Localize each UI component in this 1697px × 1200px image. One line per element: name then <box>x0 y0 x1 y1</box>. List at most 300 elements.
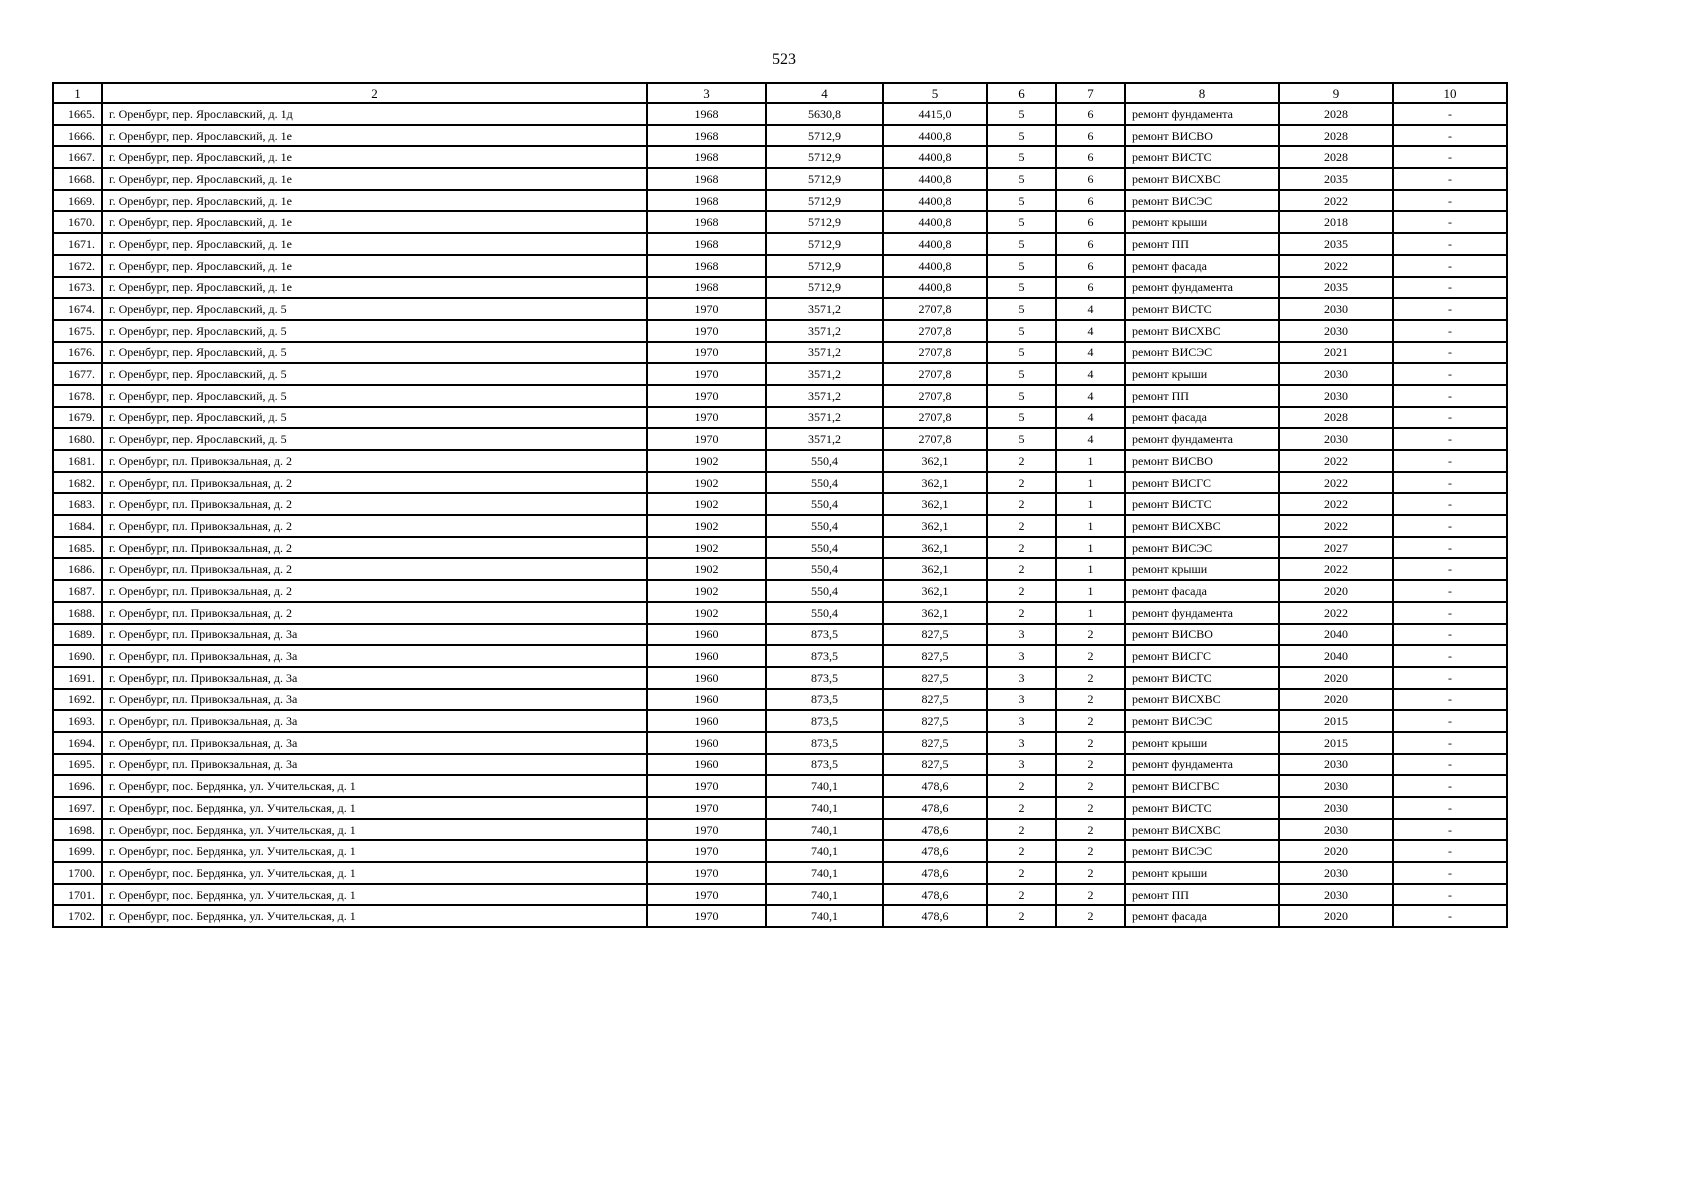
table-row <box>53 103 1507 125</box>
cell-note: - <box>1393 428 1507 450</box>
cell-total-area: 5712,9 <box>766 146 883 168</box>
cell-year-built: 1960 <box>647 732 766 754</box>
cell-year-built: 1960 <box>647 710 766 732</box>
cell-note: - <box>1393 168 1507 190</box>
cell-address: г. Оренбург, пер. Ярославский, д. 5 <box>102 363 647 385</box>
cell-total-area: 3571,2 <box>766 407 883 429</box>
cell-note: - <box>1393 797 1507 819</box>
cell-planned-year: 2022 <box>1279 190 1393 212</box>
column-header-7: 7 <box>1056 83 1125 103</box>
column-header-9: 9 <box>1279 83 1393 103</box>
cell-work-type: ремонт ВИСЭС <box>1125 342 1279 364</box>
cell-living-area: 827,5 <box>883 624 987 646</box>
cell-planned-year: 2020 <box>1279 667 1393 689</box>
cell-planned-year: 2022 <box>1279 255 1393 277</box>
cell-work-type: ремонт ПП <box>1125 884 1279 906</box>
table-row <box>53 624 1507 646</box>
cell-row-number: 1670. <box>53 211 102 233</box>
table-row <box>53 493 1507 515</box>
table-row <box>53 211 1507 233</box>
cell-total-area: 3571,2 <box>766 428 883 450</box>
cell-entrances: 6 <box>1056 168 1125 190</box>
cell-row-number: 1698. <box>53 819 102 841</box>
cell-total-area: 5630,8 <box>766 103 883 125</box>
cell-entrances: 1 <box>1056 602 1125 624</box>
cell-work-type: ремонт ВИСХВС <box>1125 515 1279 537</box>
cell-address: г. Оренбург, пер. Ярославский, д. 1е <box>102 255 647 277</box>
cell-floors: 5 <box>987 277 1056 299</box>
cell-living-area: 2707,8 <box>883 428 987 450</box>
cell-planned-year: 2022 <box>1279 493 1393 515</box>
table-row <box>53 168 1507 190</box>
cell-entrances: 4 <box>1056 298 1125 320</box>
cell-living-area: 478,6 <box>883 905 987 927</box>
cell-work-type: ремонт ПП <box>1125 233 1279 255</box>
table-row <box>53 428 1507 450</box>
cell-planned-year: 2028 <box>1279 125 1393 147</box>
cell-entrances: 4 <box>1056 320 1125 342</box>
cell-year-built: 1902 <box>647 558 766 580</box>
cell-row-number: 1699. <box>53 840 102 862</box>
cell-planned-year: 2030 <box>1279 428 1393 450</box>
cell-floors: 3 <box>987 667 1056 689</box>
cell-row-number: 1685. <box>53 537 102 559</box>
cell-address: г. Оренбург, пл. Привокзальная, д. 3а <box>102 689 647 711</box>
cell-planned-year: 2020 <box>1279 905 1393 927</box>
cell-total-area: 873,5 <box>766 645 883 667</box>
table-row <box>53 146 1507 168</box>
cell-note: - <box>1393 689 1507 711</box>
cell-year-built: 1970 <box>647 905 766 927</box>
cell-row-number: 1694. <box>53 732 102 754</box>
cell-floors: 5 <box>987 363 1056 385</box>
cell-living-area: 4400,8 <box>883 146 987 168</box>
cell-row-number: 1701. <box>53 884 102 906</box>
cell-note: - <box>1393 255 1507 277</box>
cell-row-number: 1688. <box>53 602 102 624</box>
cell-year-built: 1960 <box>647 754 766 776</box>
cell-living-area: 362,1 <box>883 450 987 472</box>
cell-work-type: ремонт фасада <box>1125 407 1279 429</box>
cell-year-built: 1902 <box>647 580 766 602</box>
cell-total-area: 5712,9 <box>766 255 883 277</box>
cell-year-built: 1970 <box>647 428 766 450</box>
cell-entrances: 1 <box>1056 450 1125 472</box>
cell-floors: 2 <box>987 819 1056 841</box>
cell-work-type: ремонт крыши <box>1125 363 1279 385</box>
cell-floors: 2 <box>987 537 1056 559</box>
cell-year-built: 1902 <box>647 537 766 559</box>
cell-total-area: 740,1 <box>766 884 883 906</box>
cell-work-type: ремонт ВИСТС <box>1125 298 1279 320</box>
cell-year-built: 1960 <box>647 645 766 667</box>
cell-planned-year: 2022 <box>1279 450 1393 472</box>
cell-year-built: 1968 <box>647 233 766 255</box>
table-row <box>53 363 1507 385</box>
cell-address: г. Оренбург, пос. Бердянка, ул. Учительская, д. 1 <box>102 797 647 819</box>
cell-address: г. Оренбург, пер. Ярославский, д. 5 <box>102 298 647 320</box>
cell-year-built: 1960 <box>647 667 766 689</box>
cell-planned-year: 2040 <box>1279 645 1393 667</box>
cell-planned-year: 2027 <box>1279 537 1393 559</box>
cell-note: - <box>1393 342 1507 364</box>
cell-entrances: 2 <box>1056 905 1125 927</box>
cell-work-type: ремонт ВИСТС <box>1125 493 1279 515</box>
cell-living-area: 2707,8 <box>883 363 987 385</box>
cell-address: г. Оренбург, пос. Бердянка, ул. Учительская, д. 1 <box>102 884 647 906</box>
cell-living-area: 2707,8 <box>883 407 987 429</box>
cell-floors: 3 <box>987 754 1056 776</box>
cell-entrances: 4 <box>1056 407 1125 429</box>
cell-address: г. Оренбург, пос. Бердянка, ул. Учительская, д. 1 <box>102 905 647 927</box>
cell-entrances: 2 <box>1056 732 1125 754</box>
cell-year-built: 1970 <box>647 819 766 841</box>
cell-entrances: 6 <box>1056 190 1125 212</box>
cell-work-type: ремонт крыши <box>1125 558 1279 580</box>
cell-note: - <box>1393 190 1507 212</box>
cell-entrances: 2 <box>1056 754 1125 776</box>
cell-year-built: 1968 <box>647 255 766 277</box>
cell-entrances: 6 <box>1056 255 1125 277</box>
cell-planned-year: 2030 <box>1279 320 1393 342</box>
cell-living-area: 4415,0 <box>883 103 987 125</box>
cell-living-area: 827,5 <box>883 645 987 667</box>
cell-total-area: 5712,9 <box>766 168 883 190</box>
cell-note: - <box>1393 905 1507 927</box>
cell-note: - <box>1393 472 1507 494</box>
cell-planned-year: 2030 <box>1279 862 1393 884</box>
cell-living-area: 362,1 <box>883 558 987 580</box>
table-row <box>53 645 1507 667</box>
cell-floors: 5 <box>987 385 1056 407</box>
cell-floors: 5 <box>987 255 1056 277</box>
cell-floors: 3 <box>987 645 1056 667</box>
cell-living-area: 4400,8 <box>883 168 987 190</box>
cell-floors: 3 <box>987 710 1056 732</box>
cell-floors: 5 <box>987 211 1056 233</box>
cell-planned-year: 2018 <box>1279 211 1393 233</box>
column-header-2: 2 <box>102 83 647 103</box>
cell-planned-year: 2035 <box>1279 277 1393 299</box>
cell-total-area: 550,4 <box>766 493 883 515</box>
column-header-4: 4 <box>766 83 883 103</box>
cell-row-number: 1692. <box>53 689 102 711</box>
cell-floors: 2 <box>987 602 1056 624</box>
cell-year-built: 1970 <box>647 363 766 385</box>
cell-address: г. Оренбург, пл. Привокзальная, д. 2 <box>102 537 647 559</box>
cell-planned-year: 2022 <box>1279 558 1393 580</box>
cell-living-area: 827,5 <box>883 667 987 689</box>
cell-work-type: ремонт фундамента <box>1125 602 1279 624</box>
table-row <box>53 320 1507 342</box>
cell-planned-year: 2030 <box>1279 754 1393 776</box>
cell-address: г. Оренбург, пер. Ярославский, д. 1е <box>102 277 647 299</box>
cell-address: г. Оренбург, пос. Бердянка, ул. Учительская, д. 1 <box>102 819 647 841</box>
cell-floors: 5 <box>987 298 1056 320</box>
cell-total-area: 5712,9 <box>766 190 883 212</box>
cell-note: - <box>1393 840 1507 862</box>
cell-living-area: 2707,8 <box>883 385 987 407</box>
cell-planned-year: 2040 <box>1279 624 1393 646</box>
cell-address: г. Оренбург, пер. Ярославский, д. 1е <box>102 211 647 233</box>
cell-row-number: 1677. <box>53 363 102 385</box>
cell-year-built: 1970 <box>647 862 766 884</box>
cell-address: г. Оренбург, пл. Привокзальная, д. 2 <box>102 515 647 537</box>
cell-row-number: 1684. <box>53 515 102 537</box>
cell-entrances: 4 <box>1056 385 1125 407</box>
cell-address: г. Оренбург, пл. Привокзальная, д. 2 <box>102 450 647 472</box>
table-row <box>53 754 1507 776</box>
table-row <box>53 472 1507 494</box>
cell-total-area: 740,1 <box>766 862 883 884</box>
cell-year-built: 1970 <box>647 840 766 862</box>
cell-floors: 5 <box>987 125 1056 147</box>
cell-floors: 2 <box>987 493 1056 515</box>
cell-address: г. Оренбург, пос. Бердянка, ул. Учительская, д. 1 <box>102 840 647 862</box>
table-row <box>53 190 1507 212</box>
cell-planned-year: 2020 <box>1279 580 1393 602</box>
cell-floors: 5 <box>987 342 1056 364</box>
cell-row-number: 1675. <box>53 320 102 342</box>
cell-row-number: 1702. <box>53 905 102 927</box>
cell-total-area: 5712,9 <box>766 211 883 233</box>
cell-living-area: 4400,8 <box>883 125 987 147</box>
cell-work-type: ремонт ВИСЭС <box>1125 710 1279 732</box>
cell-row-number: 1673. <box>53 277 102 299</box>
table-row <box>53 602 1507 624</box>
cell-note: - <box>1393 277 1507 299</box>
cell-planned-year: 2030 <box>1279 819 1393 841</box>
cell-floors: 5 <box>987 103 1056 125</box>
cell-row-number: 1682. <box>53 472 102 494</box>
cell-row-number: 1666. <box>53 125 102 147</box>
cell-total-area: 550,4 <box>766 450 883 472</box>
cell-floors: 5 <box>987 146 1056 168</box>
cell-floors: 5 <box>987 428 1056 450</box>
cell-row-number: 1665. <box>53 103 102 125</box>
cell-total-area: 873,5 <box>766 710 883 732</box>
cell-note: - <box>1393 667 1507 689</box>
column-header-3: 3 <box>647 83 766 103</box>
cell-entrances: 2 <box>1056 840 1125 862</box>
cell-address: г. Оренбург, пл. Привокзальная, д. 2 <box>102 602 647 624</box>
cell-address: г. Оренбург, пл. Привокзальная, д. 2 <box>102 580 647 602</box>
cell-floors: 5 <box>987 233 1056 255</box>
cell-total-area: 740,1 <box>766 775 883 797</box>
cell-note: - <box>1393 125 1507 147</box>
cell-work-type: ремонт фасада <box>1125 905 1279 927</box>
cell-address: г. Оренбург, пер. Ярославский, д. 5 <box>102 342 647 364</box>
cell-note: - <box>1393 233 1507 255</box>
cell-entrances: 1 <box>1056 515 1125 537</box>
cell-planned-year: 2015 <box>1279 732 1393 754</box>
cell-note: - <box>1393 645 1507 667</box>
cell-row-number: 1683. <box>53 493 102 515</box>
cell-total-area: 873,5 <box>766 754 883 776</box>
cell-entrances: 2 <box>1056 884 1125 906</box>
cell-work-type: ремонт крыши <box>1125 211 1279 233</box>
cell-note: - <box>1393 515 1507 537</box>
cell-total-area: 5712,9 <box>766 125 883 147</box>
cell-year-built: 1902 <box>647 472 766 494</box>
cell-floors: 2 <box>987 862 1056 884</box>
cell-work-type: ремонт фундамента <box>1125 277 1279 299</box>
cell-row-number: 1671. <box>53 233 102 255</box>
cell-address: г. Оренбург, пер. Ярославский, д. 1е <box>102 190 647 212</box>
cell-total-area: 3571,2 <box>766 342 883 364</box>
cell-address: г. Оренбург, пл. Привокзальная, д. 3а <box>102 710 647 732</box>
cell-planned-year: 2022 <box>1279 472 1393 494</box>
cell-year-built: 1970 <box>647 385 766 407</box>
cell-address: г. Оренбург, пер. Ярославский, д. 5 <box>102 385 647 407</box>
cell-work-type: ремонт ВИСВО <box>1125 450 1279 472</box>
cell-entrances: 2 <box>1056 689 1125 711</box>
cell-living-area: 362,1 <box>883 472 987 494</box>
cell-address: г. Оренбург, пл. Привокзальная, д. 2 <box>102 472 647 494</box>
table-row <box>53 342 1507 364</box>
cell-entrances: 6 <box>1056 125 1125 147</box>
table-row <box>53 819 1507 841</box>
cell-total-area: 740,1 <box>766 905 883 927</box>
cell-year-built: 1970 <box>647 407 766 429</box>
cell-floors: 2 <box>987 558 1056 580</box>
cell-work-type: ремонт фундамента <box>1125 428 1279 450</box>
cell-total-area: 550,4 <box>766 602 883 624</box>
cell-address: г. Оренбург, пл. Привокзальная, д. 3а <box>102 754 647 776</box>
cell-planned-year: 2028 <box>1279 407 1393 429</box>
cell-living-area: 4400,8 <box>883 233 987 255</box>
cell-address: г. Оренбург, пос. Бердянка, ул. Учительская, д. 1 <box>102 775 647 797</box>
cell-total-area: 873,5 <box>766 624 883 646</box>
table-body <box>53 103 1507 927</box>
cell-work-type: ремонт фундамента <box>1125 103 1279 125</box>
cell-living-area: 2707,8 <box>883 342 987 364</box>
header-row <box>53 83 1507 103</box>
cell-year-built: 1902 <box>647 450 766 472</box>
cell-floors: 3 <box>987 624 1056 646</box>
cell-address: г. Оренбург, пл. Привокзальная, д. 2 <box>102 558 647 580</box>
cell-address: г. Оренбург, пер. Ярославский, д. 5 <box>102 428 647 450</box>
cell-floors: 2 <box>987 905 1056 927</box>
cell-living-area: 4400,8 <box>883 190 987 212</box>
cell-total-area: 3571,2 <box>766 298 883 320</box>
cell-address: г. Оренбург, пер. Ярославский, д. 5 <box>102 407 647 429</box>
table-row <box>53 515 1507 537</box>
column-header-8: 8 <box>1125 83 1279 103</box>
cell-row-number: 1668. <box>53 168 102 190</box>
cell-living-area: 362,1 <box>883 493 987 515</box>
cell-planned-year: 2022 <box>1279 515 1393 537</box>
cell-living-area: 4400,8 <box>883 211 987 233</box>
cell-living-area: 827,5 <box>883 689 987 711</box>
cell-work-type: ремонт ВИСЭС <box>1125 190 1279 212</box>
cell-living-area: 827,5 <box>883 710 987 732</box>
table-row <box>53 298 1507 320</box>
cell-row-number: 1689. <box>53 624 102 646</box>
cell-row-number: 1700. <box>53 862 102 884</box>
cell-address: г. Оренбург, пер. Ярославский, д. 1е <box>102 146 647 168</box>
cell-row-number: 1681. <box>53 450 102 472</box>
cell-total-area: 740,1 <box>766 840 883 862</box>
cell-year-built: 1968 <box>647 125 766 147</box>
cell-year-built: 1968 <box>647 190 766 212</box>
cell-row-number: 1690. <box>53 645 102 667</box>
cell-row-number: 1676. <box>53 342 102 364</box>
cell-year-built: 1970 <box>647 342 766 364</box>
cell-year-built: 1970 <box>647 320 766 342</box>
cell-work-type: ремонт ВИСГС <box>1125 645 1279 667</box>
cell-total-area: 5712,9 <box>766 233 883 255</box>
cell-living-area: 478,6 <box>883 797 987 819</box>
cell-floors: 5 <box>987 320 1056 342</box>
table-row <box>53 905 1507 927</box>
cell-address: г. Оренбург, пл. Привокзальная, д. 3а <box>102 667 647 689</box>
table-row <box>53 689 1507 711</box>
cell-floors: 2 <box>987 884 1056 906</box>
cell-total-area: 550,4 <box>766 558 883 580</box>
cell-total-area: 740,1 <box>766 819 883 841</box>
cell-entrances: 1 <box>1056 493 1125 515</box>
cell-work-type: ремонт ВИСХВС <box>1125 819 1279 841</box>
cell-note: - <box>1393 385 1507 407</box>
cell-total-area: 740,1 <box>766 797 883 819</box>
cell-planned-year: 2022 <box>1279 602 1393 624</box>
cell-entrances: 1 <box>1056 537 1125 559</box>
cell-floors: 3 <box>987 732 1056 754</box>
cell-planned-year: 2020 <box>1279 689 1393 711</box>
cell-living-area: 478,6 <box>883 840 987 862</box>
cell-note: - <box>1393 775 1507 797</box>
cell-work-type: ремонт ВИСЭС <box>1125 840 1279 862</box>
cell-year-built: 1960 <box>647 689 766 711</box>
cell-entrances: 2 <box>1056 645 1125 667</box>
cell-note: - <box>1393 103 1507 125</box>
cell-floors: 2 <box>987 840 1056 862</box>
cell-year-built: 1968 <box>647 146 766 168</box>
cell-entrances: 4 <box>1056 342 1125 364</box>
cell-row-number: 1667. <box>53 146 102 168</box>
cell-row-number: 1687. <box>53 580 102 602</box>
cell-total-area: 873,5 <box>766 689 883 711</box>
cell-entrances: 6 <box>1056 233 1125 255</box>
cell-entrances: 4 <box>1056 363 1125 385</box>
cell-note: - <box>1393 537 1507 559</box>
cell-work-type: ремонт ВИСГВС <box>1125 775 1279 797</box>
cell-entrances: 2 <box>1056 624 1125 646</box>
cell-note: - <box>1393 407 1507 429</box>
cell-entrances: 2 <box>1056 667 1125 689</box>
table-row <box>53 450 1507 472</box>
cell-living-area: 362,1 <box>883 602 987 624</box>
cell-address: г. Оренбург, пл. Привокзальная, д. 3а <box>102 732 647 754</box>
cell-floors: 2 <box>987 450 1056 472</box>
table-row <box>53 732 1507 754</box>
cell-year-built: 1902 <box>647 602 766 624</box>
cell-entrances: 1 <box>1056 580 1125 602</box>
table-row <box>53 277 1507 299</box>
cell-row-number: 1691. <box>53 667 102 689</box>
cell-planned-year: 2015 <box>1279 710 1393 732</box>
table-row <box>53 667 1507 689</box>
cell-living-area: 478,6 <box>883 884 987 906</box>
cell-row-number: 1695. <box>53 754 102 776</box>
cell-row-number: 1686. <box>53 558 102 580</box>
page-number: 523 <box>772 51 796 68</box>
cell-row-number: 1669. <box>53 190 102 212</box>
cell-living-area: 2707,8 <box>883 298 987 320</box>
repair-registry-table <box>52 82 1508 928</box>
cell-address: г. Оренбург, пер. Ярославский, д. 1е <box>102 168 647 190</box>
